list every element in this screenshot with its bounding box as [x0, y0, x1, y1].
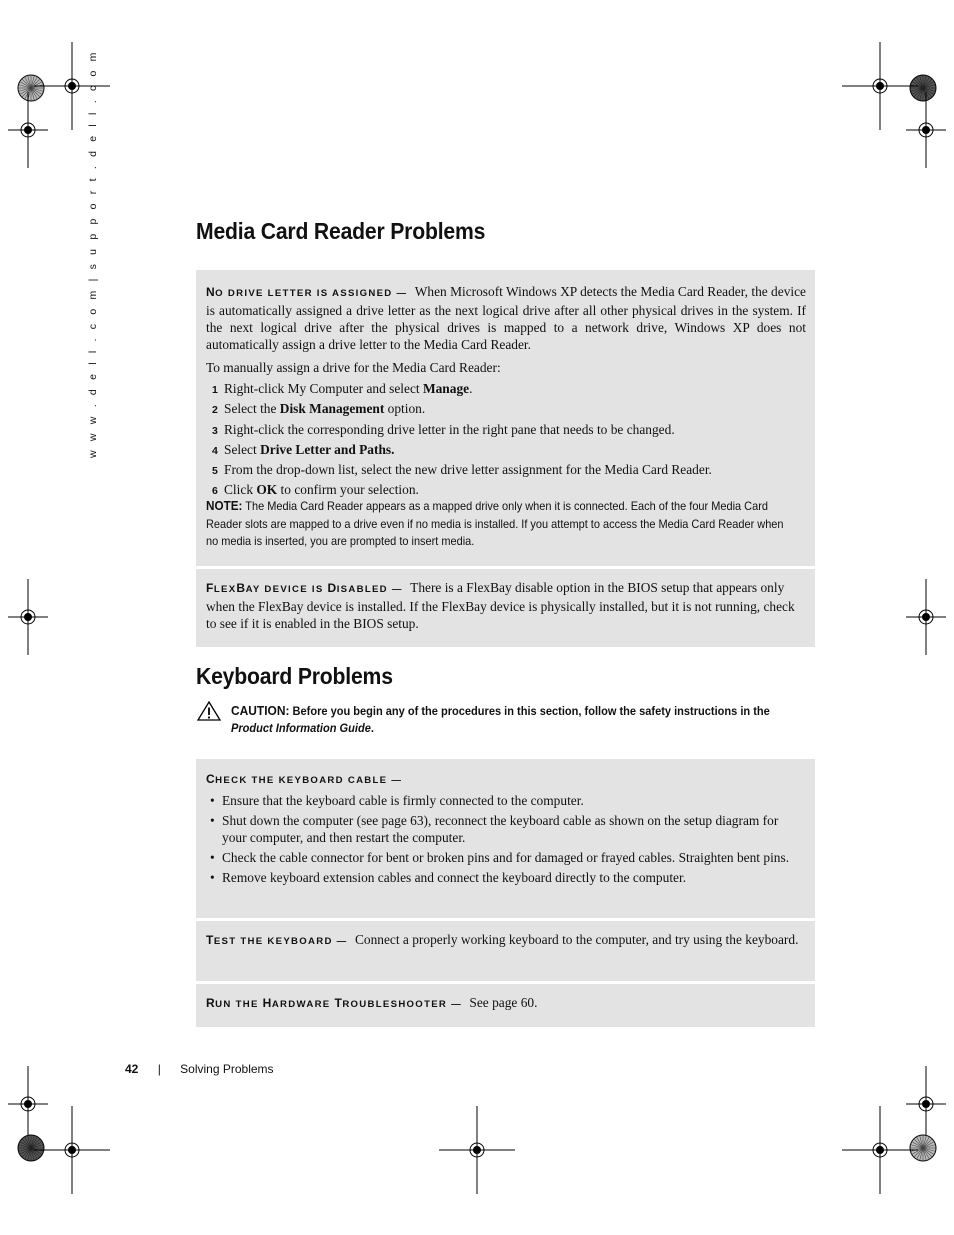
sidebar-url: w w w . d e l l . c o m | s u p p o r t . d e l l . c o m — [87, 49, 99, 458]
check-cable-heading: CHECK THE KEYBOARD CABLE — — [206, 772, 403, 786]
footer-separator: | — [157, 1062, 161, 1076]
registration-mark-icon — [906, 1066, 946, 1142]
assign-step: 6 Click OK to confirm your selection. — [212, 482, 419, 498]
registration-mark-icon — [8, 92, 48, 168]
assign-step: 1 Right-click My Computer and select Manage. — [212, 381, 473, 396]
registration-mark-icon — [8, 1066, 48, 1142]
assign-steps — [206, 380, 806, 502]
list-item: • Check the cable connector for bent or broken pins and for damaged or frayed cables. Straighten bent pins. — [206, 849, 806, 866]
no-drive-letter-content — [206, 283, 806, 502]
registration-mark-icon — [906, 92, 946, 168]
registration-mark-icon — [842, 1106, 918, 1194]
caution-label: CAUTION: — [231, 703, 290, 718]
run-troubleshooter-body: See page 60. — [469, 995, 538, 1010]
page-number: 42 — [125, 1062, 139, 1076]
run-troubleshooter-content — [206, 994, 806, 1013]
caution-message: CAUTION: Before you begin any of the procedures in this section, follow the safety instructions in the Product Information Guide. — [231, 703, 770, 735]
test-keyboard-heading: TEST THE KEYBOARD — — [206, 933, 348, 947]
flexbay-heading: FLEXBAY DEVICE IS DISABLED — — [206, 581, 403, 595]
no-drive-letter-heading: NO DRIVE LETTER IS ASSIGNED — — [206, 285, 408, 299]
list-item: • Remove keyboard extension cables and connect the keyboard directly to the computer. — [206, 869, 806, 886]
list-item: • Shut down the computer (see page 63), reconnect the keyboard cable as shown on the setup diagram for your computer, and then restart the computer. — [206, 812, 806, 846]
assign-step: 3 Right-click the corresponding drive letter in the right pane that needs to be changed. — [212, 421, 675, 437]
registration-mark-icon — [439, 1106, 515, 1194]
caution-triangle-icon — [196, 700, 222, 722]
registration-mark-icon — [34, 1106, 110, 1194]
footer-section: Solving Problems — [180, 1062, 274, 1076]
registration-mark-icon — [842, 42, 918, 130]
printer-rosette-icon — [910, 75, 936, 101]
test-keyboard-panel — [196, 921, 815, 981]
section-title-keyboard: Keyboard Problems — [196, 663, 393, 689]
check-cable-content — [206, 771, 806, 886]
assign-step: 4 Select Drive Letter and Paths. — [212, 441, 395, 457]
assign-intro: To manually assign a drive for the Media Card Reader: — [206, 360, 501, 375]
registration-mark-icon — [8, 579, 48, 655]
assign-step: 5 From the drop-down list, select the new drive letter assignment for the Media Card Reader. — [212, 462, 712, 478]
printer-rosette-icon — [18, 75, 44, 101]
flexbay-content — [206, 579, 806, 632]
flexbay-body: There is a FlexBay disable option in the BIOS setup that appears only when the FlexBay device is installed. If the FlexBay device is physically installed, but it is not running, check to see if it is enabled in the BIOS setup. — [206, 580, 795, 631]
registration-mark-icon — [906, 579, 946, 655]
list-item: • Ensure that the keyboard cable is firmly connected to the computer. — [206, 792, 806, 809]
no-drive-letter-body: When Microsoft Windows XP detects the Media Card Reader, the device is automatically assigned a drive letter as the next logical drive after all other physical drives in the system. If the next logical drive after the physical drives is mapped to a network drive, Windows XP does not automatically assign a drive letter to the Media Card Reader. — [206, 284, 806, 352]
test-keyboard-content — [206, 931, 806, 950]
caution-guide: Product Information Guide — [231, 721, 371, 735]
printer-rosette-icon — [910, 1135, 936, 1161]
section-title-media-card-reader: Media Card Reader Problems — [196, 218, 486, 244]
run-troubleshooter-heading: RUN THE HARDWARE TROUBLESHOOTER — — [206, 996, 463, 1010]
test-keyboard-body: Connect a properly working keyboard to the computer, and try using the keyboard. — [354, 932, 799, 947]
note-text: The Media Card Reader appears as a mapped drive only when it is connected. Each of the four Media Card Reader slots are mapped to a drive even if no media is installed. If you attempt to access the Media Card Reader when no media is inserted, you are prompted to insert media. — [206, 499, 784, 548]
page-footer — [125, 1062, 274, 1076]
no-drive-letter-paragraph — [206, 283, 806, 353]
note-label: NOTE: — [206, 499, 243, 513]
printer-rosette-icon — [18, 1135, 44, 1161]
check-cable-list — [206, 792, 806, 886]
assign-step: 2 Select the Disk Management option. — [212, 401, 426, 417]
caution-text: Before you begin any of the procedures in this section, follow the safety instructions in the — [292, 704, 770, 718]
media-note — [206, 498, 796, 551]
